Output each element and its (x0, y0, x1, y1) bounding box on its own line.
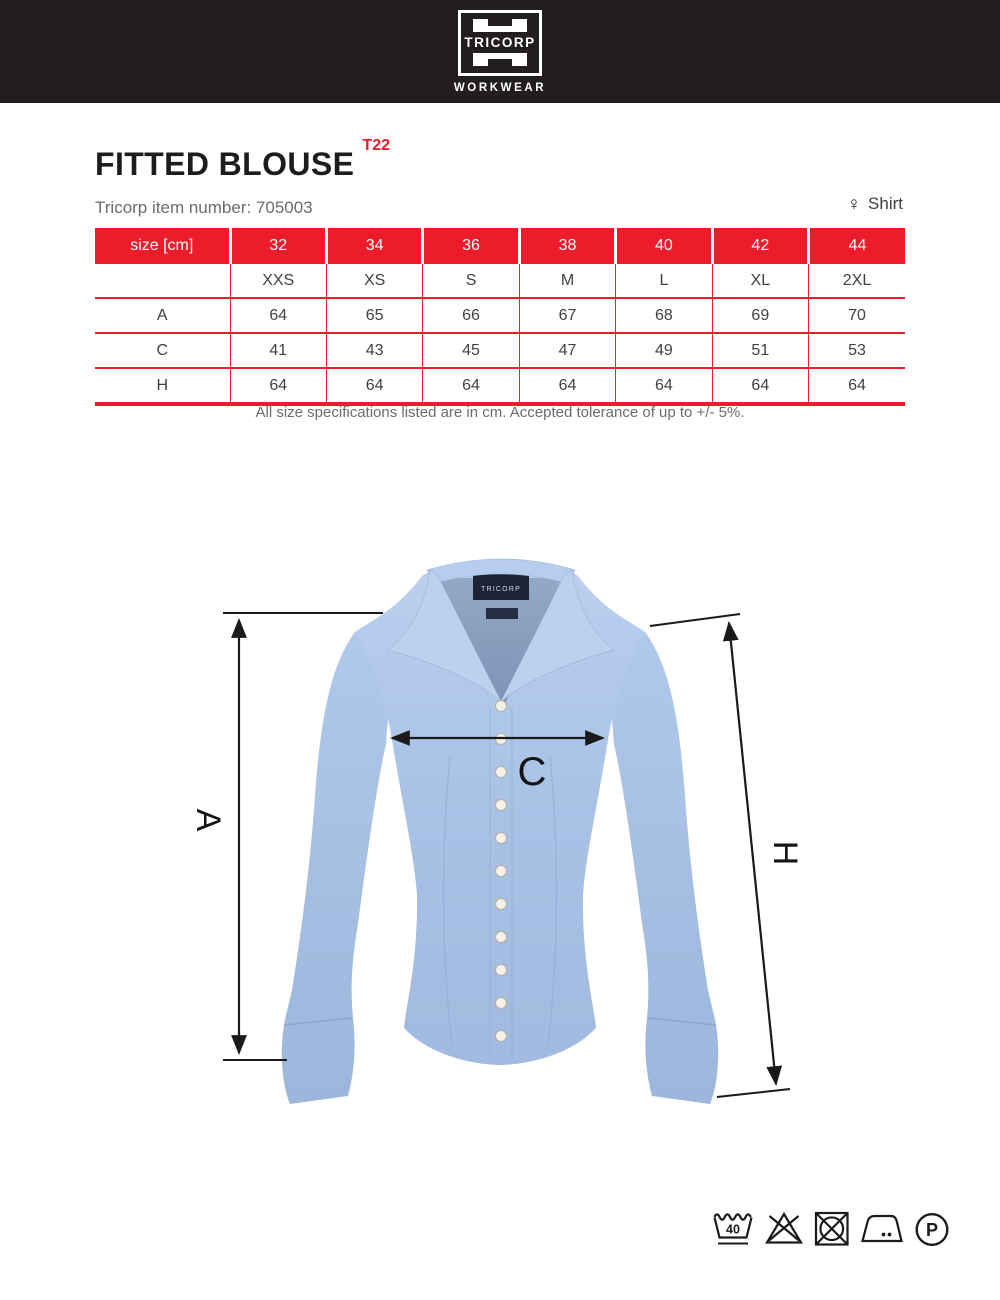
row-label-cell: C (95, 333, 230, 368)
item-number: Tricorp item number: 705003 (95, 198, 313, 217)
value-cell: 66 (423, 298, 519, 333)
value-cell: 64 (326, 368, 422, 404)
header-cell: 38 (519, 228, 615, 264)
value-cell: 64 (230, 298, 326, 333)
table-row-C (95, 333, 905, 368)
value-cell: 51 (712, 333, 808, 368)
value-cell: 68 (616, 298, 712, 333)
row-label-cell: H (95, 368, 230, 404)
value-cell: S (423, 264, 519, 298)
category-text: Shirt (868, 194, 903, 213)
size-table-header-row (95, 228, 905, 264)
machine-wash-40-mild-icon (711, 1209, 755, 1249)
table-row-letter-sizes (95, 264, 905, 298)
blouse-illustration (282, 559, 718, 1104)
measurement-label-h: H (766, 840, 804, 866)
measurement-label-a: A (189, 808, 227, 832)
button (496, 767, 507, 778)
header-cell: size [cm] (95, 228, 230, 264)
value-cell: 64 (616, 368, 712, 404)
measurement-label-c: C (517, 750, 547, 794)
collar-brand-label: TRICORP (481, 586, 521, 593)
blouse-left-sleeve (282, 632, 401, 1104)
tricorp-logo (454, 10, 546, 103)
header-cell: 36 (423, 228, 519, 264)
tricorp-logo-icon (458, 10, 542, 76)
table-row-H (95, 368, 905, 404)
product-code: T22 (362, 137, 390, 155)
button (496, 866, 507, 877)
size-table (95, 228, 905, 406)
logo-workwear-label: WORKWEAR (453, 82, 547, 94)
iron-medium-icon (860, 1209, 904, 1249)
category-label (847, 194, 903, 214)
value-cell: 69 (712, 298, 808, 333)
value-cell: 64 (519, 368, 615, 404)
do-not-bleach-icon (764, 1209, 804, 1249)
button (496, 998, 507, 1009)
arrow-H-bottom-tick (717, 1089, 790, 1097)
header-cell: 34 (326, 228, 422, 264)
value-cell: XXS (230, 264, 326, 298)
value-cell: 65 (326, 298, 422, 333)
care-symbols (711, 1209, 951, 1249)
value-cell: M (519, 264, 615, 298)
do-not-tumble-dry-icon (813, 1209, 851, 1249)
logo-brand-name: TRICORP (464, 34, 536, 50)
value-cell: 64 (712, 368, 808, 404)
value-cell: 53 (809, 333, 905, 368)
value-cell: 67 (519, 298, 615, 333)
table-row-A (95, 298, 905, 333)
button (496, 1031, 507, 1042)
logo-bracket-bottom-icon (473, 53, 527, 66)
value-cell: 64 (230, 368, 326, 404)
value-cell: 49 (616, 333, 712, 368)
header-cell: 32 (230, 228, 326, 264)
value-cell: 43 (326, 333, 422, 368)
value-cell: 70 (809, 298, 905, 333)
button (496, 899, 507, 910)
button (496, 965, 507, 976)
arrow-H-top-tick (650, 614, 740, 626)
professional-dry-clean-P-icon (913, 1209, 951, 1249)
dry-clean-letter: P (925, 1220, 939, 1240)
value-cell: 47 (519, 333, 615, 368)
wash-temperature: 40 (726, 1222, 740, 1237)
header-cell: 40 (616, 228, 712, 264)
header-cell: 42 (712, 228, 808, 264)
value-cell: XL (712, 264, 808, 298)
brand-header (0, 0, 1000, 103)
page-title (95, 137, 390, 183)
blouse-right-sleeve (599, 632, 718, 1104)
logo-bracket-top-icon (473, 19, 527, 32)
value-cell: 45 (423, 333, 519, 368)
female-icon: ♀ (846, 193, 862, 215)
value-cell: 41 (230, 333, 326, 368)
value-cell: 2XL (809, 264, 905, 298)
row-label-cell (95, 264, 230, 298)
value-cell: L (616, 264, 712, 298)
button (496, 932, 507, 943)
header-cell: 44 (809, 228, 905, 264)
button (496, 800, 507, 811)
collar-size-label (486, 608, 518, 619)
product-title: FITTED BLOUSE (95, 146, 355, 182)
button (496, 701, 507, 712)
value-cell: XS (326, 264, 422, 298)
tolerance-note: All size specifications listed are in cm. Accepted tolerance of up to +/- 5%. (255, 404, 745, 421)
blouse-measurement-diagram (180, 540, 830, 1150)
value-cell: 64 (423, 368, 519, 404)
value-cell: 64 (809, 368, 905, 404)
row-label-cell: A (95, 298, 230, 333)
button (496, 833, 507, 844)
